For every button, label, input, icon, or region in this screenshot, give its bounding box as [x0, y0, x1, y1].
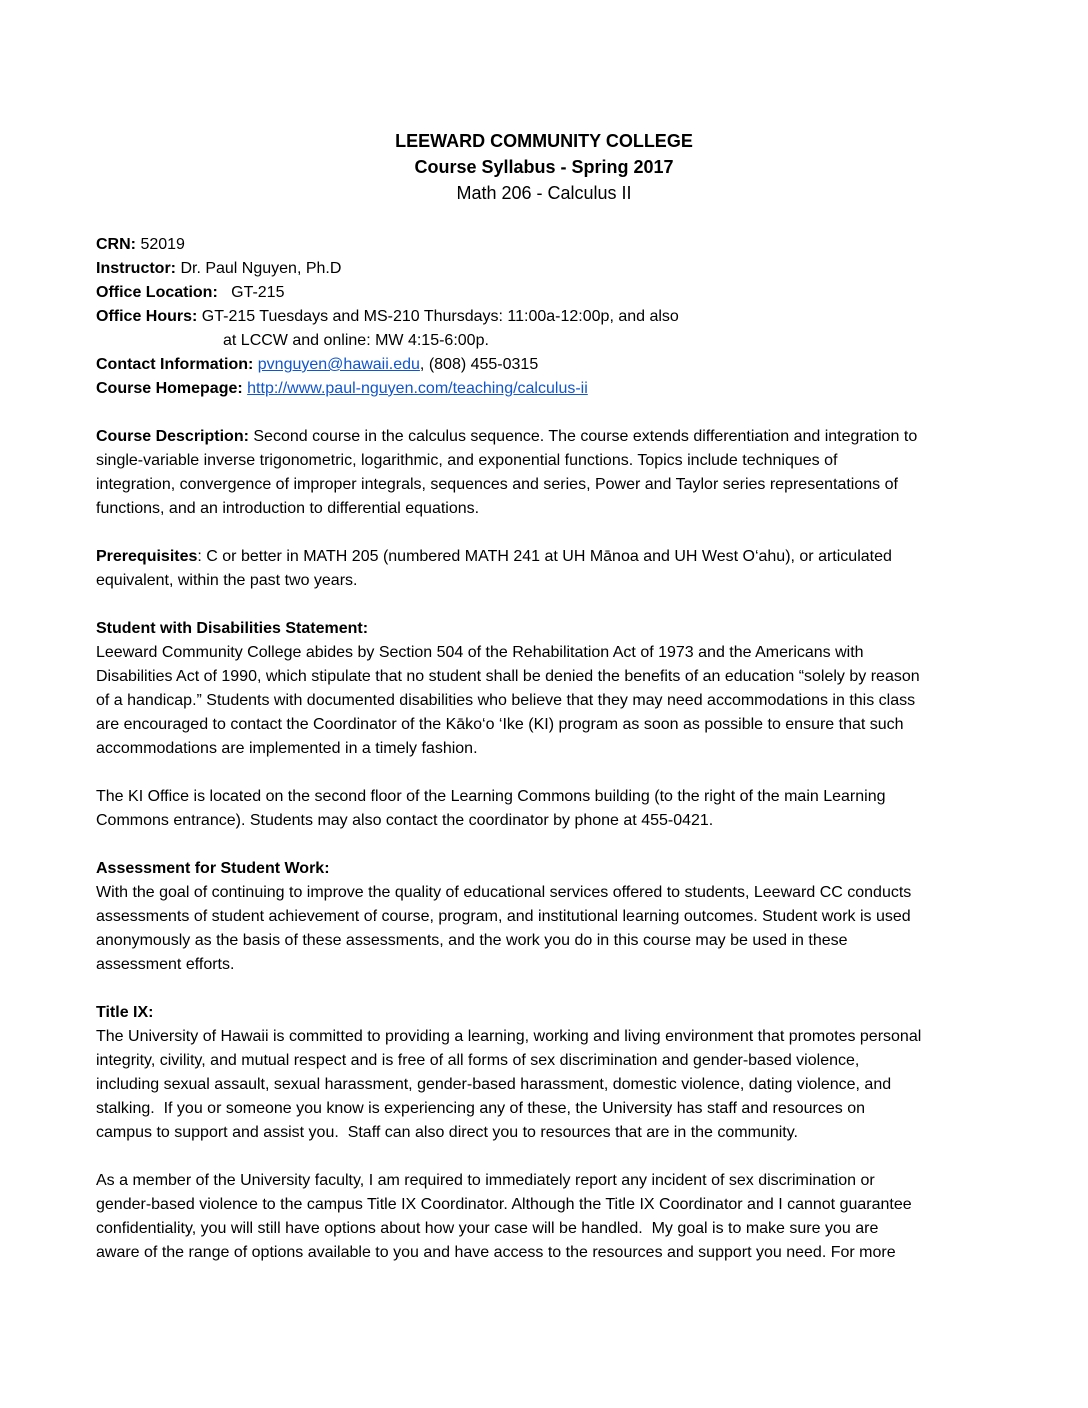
title-ix-report-line: gender-based violence to the campus Title IX Coordinator. Although the Title IX Coordinator and I cannot guarantee	[96, 1196, 912, 1213]
title-ix-line: integrity, civility, and mutual respect and is free of all forms of sex discrimination and gender-based violence,	[96, 1052, 860, 1069]
disabilities-line: accommodations are implemented in a timely fashion.	[96, 740, 478, 757]
title-ix-report-line: confidentiality, you will still have options about how your case will be handled. My goal is to make sure you are	[96, 1220, 879, 1237]
title-ix-line: campus to support and assist you. Staff can also direct you to resources that are in the community.	[96, 1124, 798, 1141]
instructor-value: Dr. Paul Nguyen, Ph.D	[176, 260, 342, 277]
crn-value: 52019	[136, 236, 185, 253]
description-line-1: Course Description: Second course in the calculus sequence. The course extends differentiation and integration to	[96, 428, 918, 445]
description-line: integration, convergence of improper integrals, sequences and series, Power and Taylor series representations of	[96, 476, 898, 493]
prerequisites-label: Prerequisites	[96, 548, 198, 565]
contact-label: Contact Information:	[96, 356, 254, 373]
description-line: single-variable inverse trigonometric, logarithmic, and exponential functions. Topics include techniques of	[96, 452, 838, 469]
syllabus-header	[0, 128, 1088, 206]
homepage-label: Course Homepage:	[96, 380, 243, 397]
title-ix-report-line: aware of the range of options available to you and have access to the resources and support you need. For more	[96, 1244, 896, 1261]
homepage-row	[96, 377, 996, 401]
contact-row	[96, 353, 996, 377]
title-ix-line: stalking. If you or someone you know is experiencing any of these, the University has staff and resources on	[96, 1100, 866, 1117]
crn-label: CRN:	[96, 236, 136, 253]
ki-office-line: The KI Office is located on the second floor of the Learning Commons building (to the right of the main Learning	[96, 788, 886, 805]
disabilities-line: of a handicap.” Students with documented disabilities who believe that they may need accommodations in this class	[96, 692, 916, 709]
description-line: functions, and an introduction to differential equations.	[96, 500, 480, 517]
office-hours-row	[96, 305, 996, 329]
office-hours-value: GT-215 Tuesdays and MS-210 Thursdays: 11:00a-12:00p, and also	[197, 308, 679, 325]
course-title: Math 206 - Calculus II	[456, 183, 632, 203]
office-hours-continued: at LCCW and online: MW 4:15-6:00p.	[223, 332, 489, 349]
assessment-line: With the goal of continuing to improve the quality of educational services offered to students, Leeward CC conducts	[96, 884, 912, 901]
instructor-row	[96, 257, 996, 281]
syllabus-body	[96, 233, 996, 1265]
ki-office-line: Commons entrance). Students may also contact the coordinator by phone at 455-0421.	[96, 812, 714, 829]
title-ix-line: The University of Hawaii is committed to providing a learning, working and living environment that promotes personal	[96, 1028, 922, 1045]
office-location-label: Office Location:	[96, 284, 218, 301]
disabilities-line: Disabilities Act of 1990, which stipulate that no student shall be denied the benefits of an education “solely by reason	[96, 668, 920, 685]
homepage-link[interactable]: http://www.paul-nguyen.com/teaching/calculus-ii	[247, 380, 588, 397]
disabilities-line: Leeward Community College abides by Section 504 of the Rehabilitation Act of 1973 and the Americans with	[96, 644, 864, 661]
college-name: LEEWARD COMMUNITY COLLEGE	[395, 131, 693, 151]
title-ix-line: including sexual assault, sexual harassment, gender-based harassment, domestic violence, dating violence, and	[96, 1076, 892, 1093]
office-location-value: GT-215	[217, 284, 285, 301]
title-ix-heading: Title IX:	[96, 1004, 154, 1021]
disabilities-heading: Student with Disabilities Statement:	[96, 620, 369, 637]
assessment-line: anonymously as the basis of these assessments, and the work you do in this course may be used in these	[96, 932, 848, 949]
instructor-label: Instructor:	[96, 260, 176, 277]
prerequisites-line-1: Prerequisites: C or better in MATH 205 (numbered MATH 241 at UH Mānoa and UH West O‘ahu), or articulated	[96, 548, 892, 565]
office-location-row	[96, 281, 996, 305]
assessment-heading: Assessment for Student Work:	[96, 860, 330, 877]
prerequisites-line: equivalent, within the past two years.	[96, 572, 358, 589]
disabilities-line: are encouraged to contact the Coordinator of the Kāko‘o ‘Ike (KI) program as soon as possible to ensure that such	[96, 716, 904, 733]
office-hours-label: Office Hours:	[96, 308, 198, 325]
crn-row	[96, 233, 996, 257]
description-label: Course Description:	[96, 428, 249, 445]
assessment-line: assessment efforts.	[96, 956, 235, 973]
contact-phone: , (808) 455-0315	[419, 356, 539, 373]
syllabus-title: Course Syllabus - Spring 2017	[414, 157, 674, 177]
contact-email-link[interactable]: pvnguyen@hawaii.edu	[257, 356, 420, 373]
title-ix-report-line: As a member of the University faculty, I am required to immediately report any incident of sex discrimination or	[96, 1172, 875, 1189]
assessment-line: assessments of student achievement of course, program, and institutional learning outcomes. Student work is used	[96, 908, 911, 925]
